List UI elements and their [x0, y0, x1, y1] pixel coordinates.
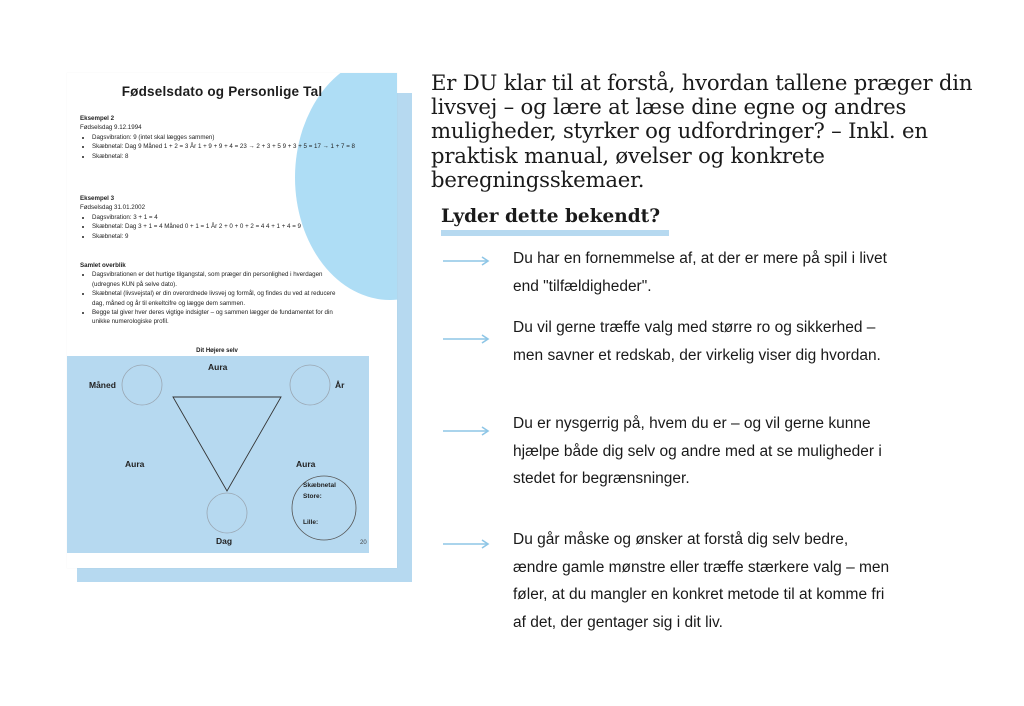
example-3-heading: Eksempel 3 — [80, 195, 115, 202]
bullet-text-1: Du har en fornemmelse af, at der er mere på spil i livet end "tilfældigheder". — [513, 250, 887, 295]
overview — [80, 261, 342, 327]
aura-top-label: Aura — [208, 362, 228, 372]
example-3-item: • Skæbnetal: 9 — [92, 232, 380, 241]
destiny-number-label: Skæbnetal — [303, 482, 336, 489]
example-2-item: • Skæbnetal: 8 — [92, 152, 380, 161]
destiny-large-label: Store: — [303, 493, 322, 500]
overview-heading: Samlet overblik — [80, 262, 126, 269]
book-page-preview — [67, 73, 397, 568]
example-3-item: • Dagsvibration: 3 + 1 = 4 — [92, 213, 380, 222]
example-2-item: • Dagsvibration: 9 (intet skal lægges sammen) — [92, 133, 380, 142]
overview-item: • Begge tal giver hver deres vigtige indsigter – og sammen lægger de fundamentet for din unikke numerologiske profil. — [92, 308, 342, 327]
overview-item: • Skæbnetal (livsvejstal) er din overordnede livsvej og formål, og findes du ved at reducere dag, måned og år til enkeltcifre og lægge dem sammen. — [92, 289, 342, 308]
day-label: Dag — [216, 536, 233, 546]
example-2-heading: Eksempel 2 — [80, 115, 115, 122]
month-label: Måned — [89, 380, 116, 390]
subheading-underline — [441, 230, 669, 236]
year-circle — [290, 365, 330, 405]
bullet-text-2: Du vil gerne træffe valg med større ro og sikkerhed – men savner et redskab, der virkelig viser dig hvordan. — [513, 319, 881, 364]
example-2-date: Fødselsdag 9.12.1994 — [80, 124, 142, 132]
arrow-right-icon — [443, 333, 491, 345]
example-3 — [80, 194, 380, 241]
arrow-right-icon — [443, 538, 491, 550]
book-page-title: Fødselsdato og Personlige Tal — [121, 84, 323, 99]
year-label: År — [335, 380, 345, 390]
aura-left-label: Aura — [125, 459, 145, 469]
headline: Er DU klar til at forstå, hvordan tallene præger din livsvej – og lære at læse dine egne og andres muligheder, styrker og udfordringer? – Inkl. en praktisk manual, øvelser og konkrete beregningsskemaer. — [431, 70, 973, 192]
higher-self-diagram — [67, 356, 369, 553]
example-2-item: • Skæbnetal: Dag 9 Måned 1 + 2 = 3 År 1 + 9 + 9 + 4 = 23 → 2 + 3 + 5 9 + 3 + 5 = 17 → 1 + 7 = 8 — [92, 142, 380, 151]
bullet-text-4: Du går måske og ønsker at forstå dig selv bedre, ændre gamle mønstre eller træffe stærkere valg – men føler, at du mangler en konkret metode til at komme fri af det, der gentager sig i dit liv. — [513, 531, 890, 631]
triangle — [173, 397, 281, 491]
arrow-right-icon — [443, 425, 491, 437]
example-3-date: Fødselsdag 31.01.2002 — [80, 204, 146, 212]
aura-right-label: Aura — [296, 459, 316, 469]
example-3-item: • Skæbnetal: Dag 3 + 1 = 4 Måned 0 + 1 = 1 År 2 + 0 + 0 + 2 = 4 4 + 1 + 4 = 9 — [92, 222, 380, 231]
overview-item: • Dagsvibrationen er det hurtige tilgangstal, som præger din personlighed i hverdagen (udregnes KUN på selve dato). — [92, 270, 342, 289]
bullet-text-3: Du er nysgerrig på, hvem du er – og vil gerne kunne hjælpe både dig selv og andre med at se muligheder i stedet for begrænsninger. — [513, 415, 882, 487]
destiny-small-label: Lille: — [303, 519, 319, 526]
subheading: Lyder dette bekendt? — [441, 206, 661, 227]
month-circle — [122, 365, 162, 405]
diagram-title: Dit Højere selv — [196, 348, 238, 354]
example-2 — [80, 114, 380, 161]
page-number: 20 — [360, 540, 367, 546]
arrow-right-icon — [443, 255, 491, 267]
day-circle — [207, 493, 247, 533]
